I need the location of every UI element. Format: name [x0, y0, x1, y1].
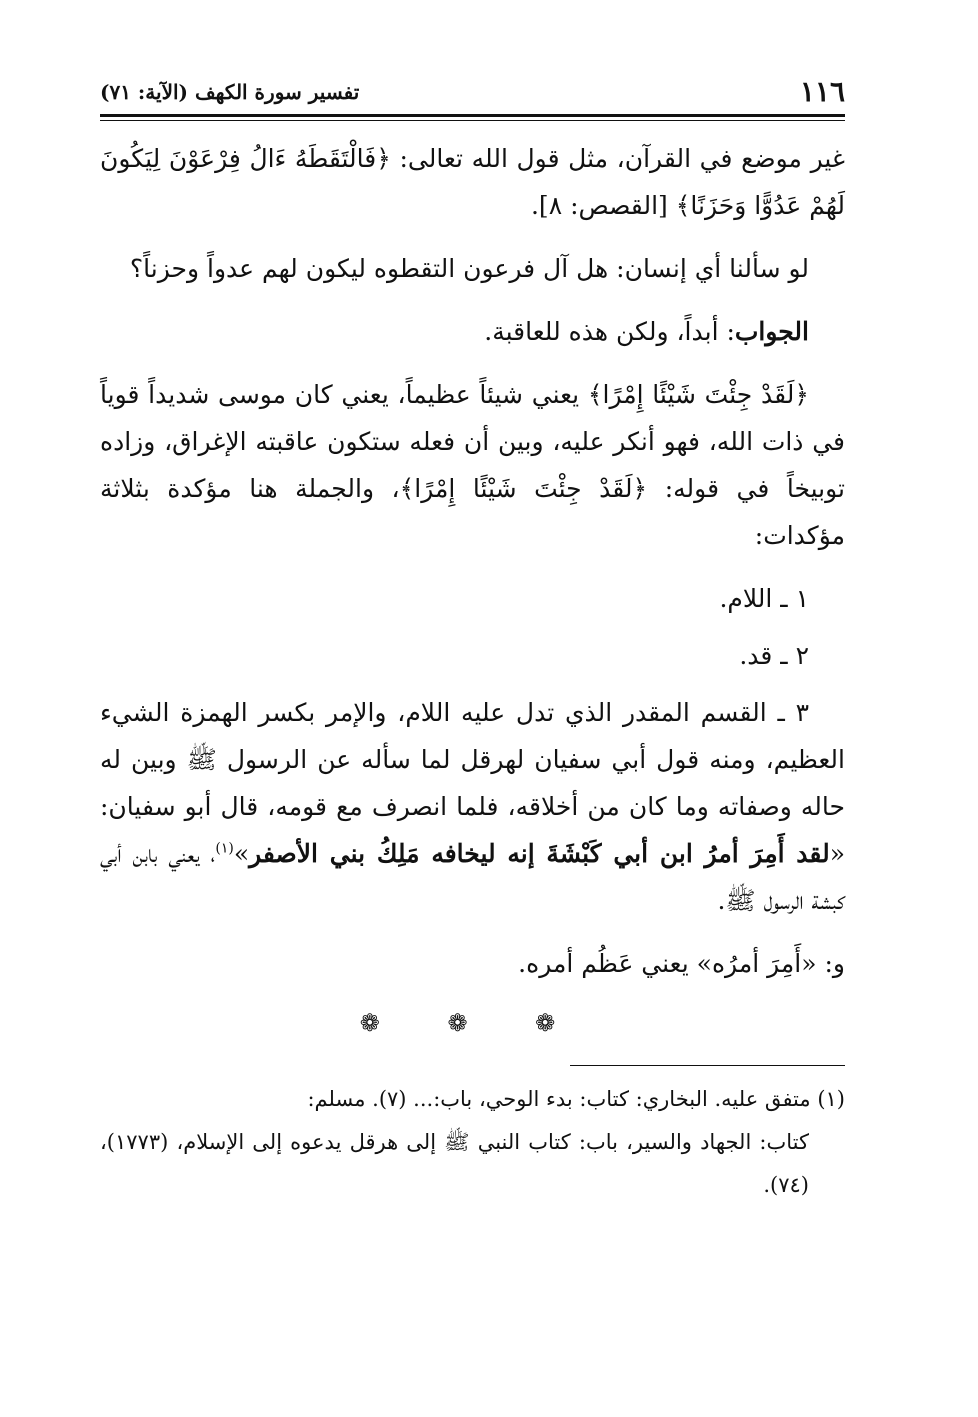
paragraph-3 — [100, 308, 845, 355]
paragraph-5-text-end: ، يعني بابن أبي كبشة الرسول ﷺ. — [100, 839, 845, 915]
paragraph-4-text-end: ، والجملة هنا مؤكدة بثلاثة مؤكدات: — [100, 474, 845, 550]
page-number: ١١٦ — [799, 75, 845, 108]
book-page — [100, 60, 845, 1207]
section-separator: ❁ ❁ ❁ — [359, 1009, 586, 1037]
list-item: ١ ـ اللام. — [719, 584, 809, 613]
list-item: ٢ ـ قد. — [739, 641, 809, 670]
footnote-line-2: كتاب: الجهاد والسير، باب: كتاب النبي ﷺ إلى هرقل يدعوه إلى الإسلام، (١٧٧٣)، (٧٤). — [100, 1130, 809, 1197]
footnote-rule — [570, 1065, 845, 1066]
paragraph-2: لو سألنا أي إنسان: هل آل فرعون التقطوه ليكون لهم عدواً وحزناً؟ — [129, 254, 809, 283]
paragraph-5 — [100, 689, 845, 924]
header-rule-thin — [100, 120, 845, 121]
footnote-rule-wrap — [100, 1065, 845, 1066]
paragraph-1 — [100, 135, 845, 229]
quran-quote: ﴿لَقَدْ جِئْتَ شَيْئًا إِمْرًا﴾ — [399, 474, 648, 503]
header-rule-thick — [100, 114, 845, 117]
quran-quote: ﴿فَالْتَقَطَهُ ءَالُ فِرْعَوْنَ لِيَكُونَ لَهُمْ عَدُوًّا وَحَزَنًا﴾ — [100, 144, 845, 220]
answer-text: : أبداً، ولكن هذه للعاقبة. — [484, 317, 735, 346]
footnotes — [100, 1078, 845, 1207]
paragraph-5-text: ٣ ـ القسم المقدر الذي تدل عليه اللام، والإمر بكسر الهمزة الشيء العظيم، ومنه قول أبي سفيان لهرقل لما سأله عن الرسول ﷺ وبين له حاله وصفاته وما كان من أخلاقه، فلما انصرف مع قومه، قال أبو سفيان: « — [100, 698, 845, 868]
closing-quote: » — [233, 839, 250, 868]
quran-quote: ﴿لَقَدْ جِئْتَ شَيْئًا إِمْرًا﴾ — [587, 380, 809, 409]
hadith-quote: لقد أَمِرَ أمرُ ابن أبي كَبْشَةَ إنه ليخافه مَلِكُ بني الأصفر — [249, 839, 830, 868]
paragraph-4-text: يعني شيئاً عظيماً، يعني كان موسى شديداً قوياً في ذات الله، فهو أنكر عليه، وبين أن فعله ستكون عاقبته الإغراق، وزاده توبيخاً في قوله: — [100, 380, 845, 503]
page-header — [100, 60, 845, 106]
quran-reference: [القصص: ٨]. — [530, 191, 676, 220]
footnote-marker[interactable]: (١) — [215, 840, 234, 857]
answer-label: الجواب — [734, 317, 809, 346]
main-text — [100, 135, 845, 987]
paragraph-4 — [100, 371, 845, 559]
running-title: تفسير سورة الكهف (الآية: ٧١) — [100, 80, 360, 104]
paragraph-6: و: «أَمِرَ أمرُه» يعني عَظُم أمره. — [518, 949, 845, 978]
footnote-line-1: (١) متفق عليه. البخاري: كتاب: بدء الوحي، باب:... (٧). مسلم: — [307, 1087, 845, 1111]
paragraph-1-text: غير موضع في القرآن، مثل قول الله تعالى: — [390, 144, 845, 173]
